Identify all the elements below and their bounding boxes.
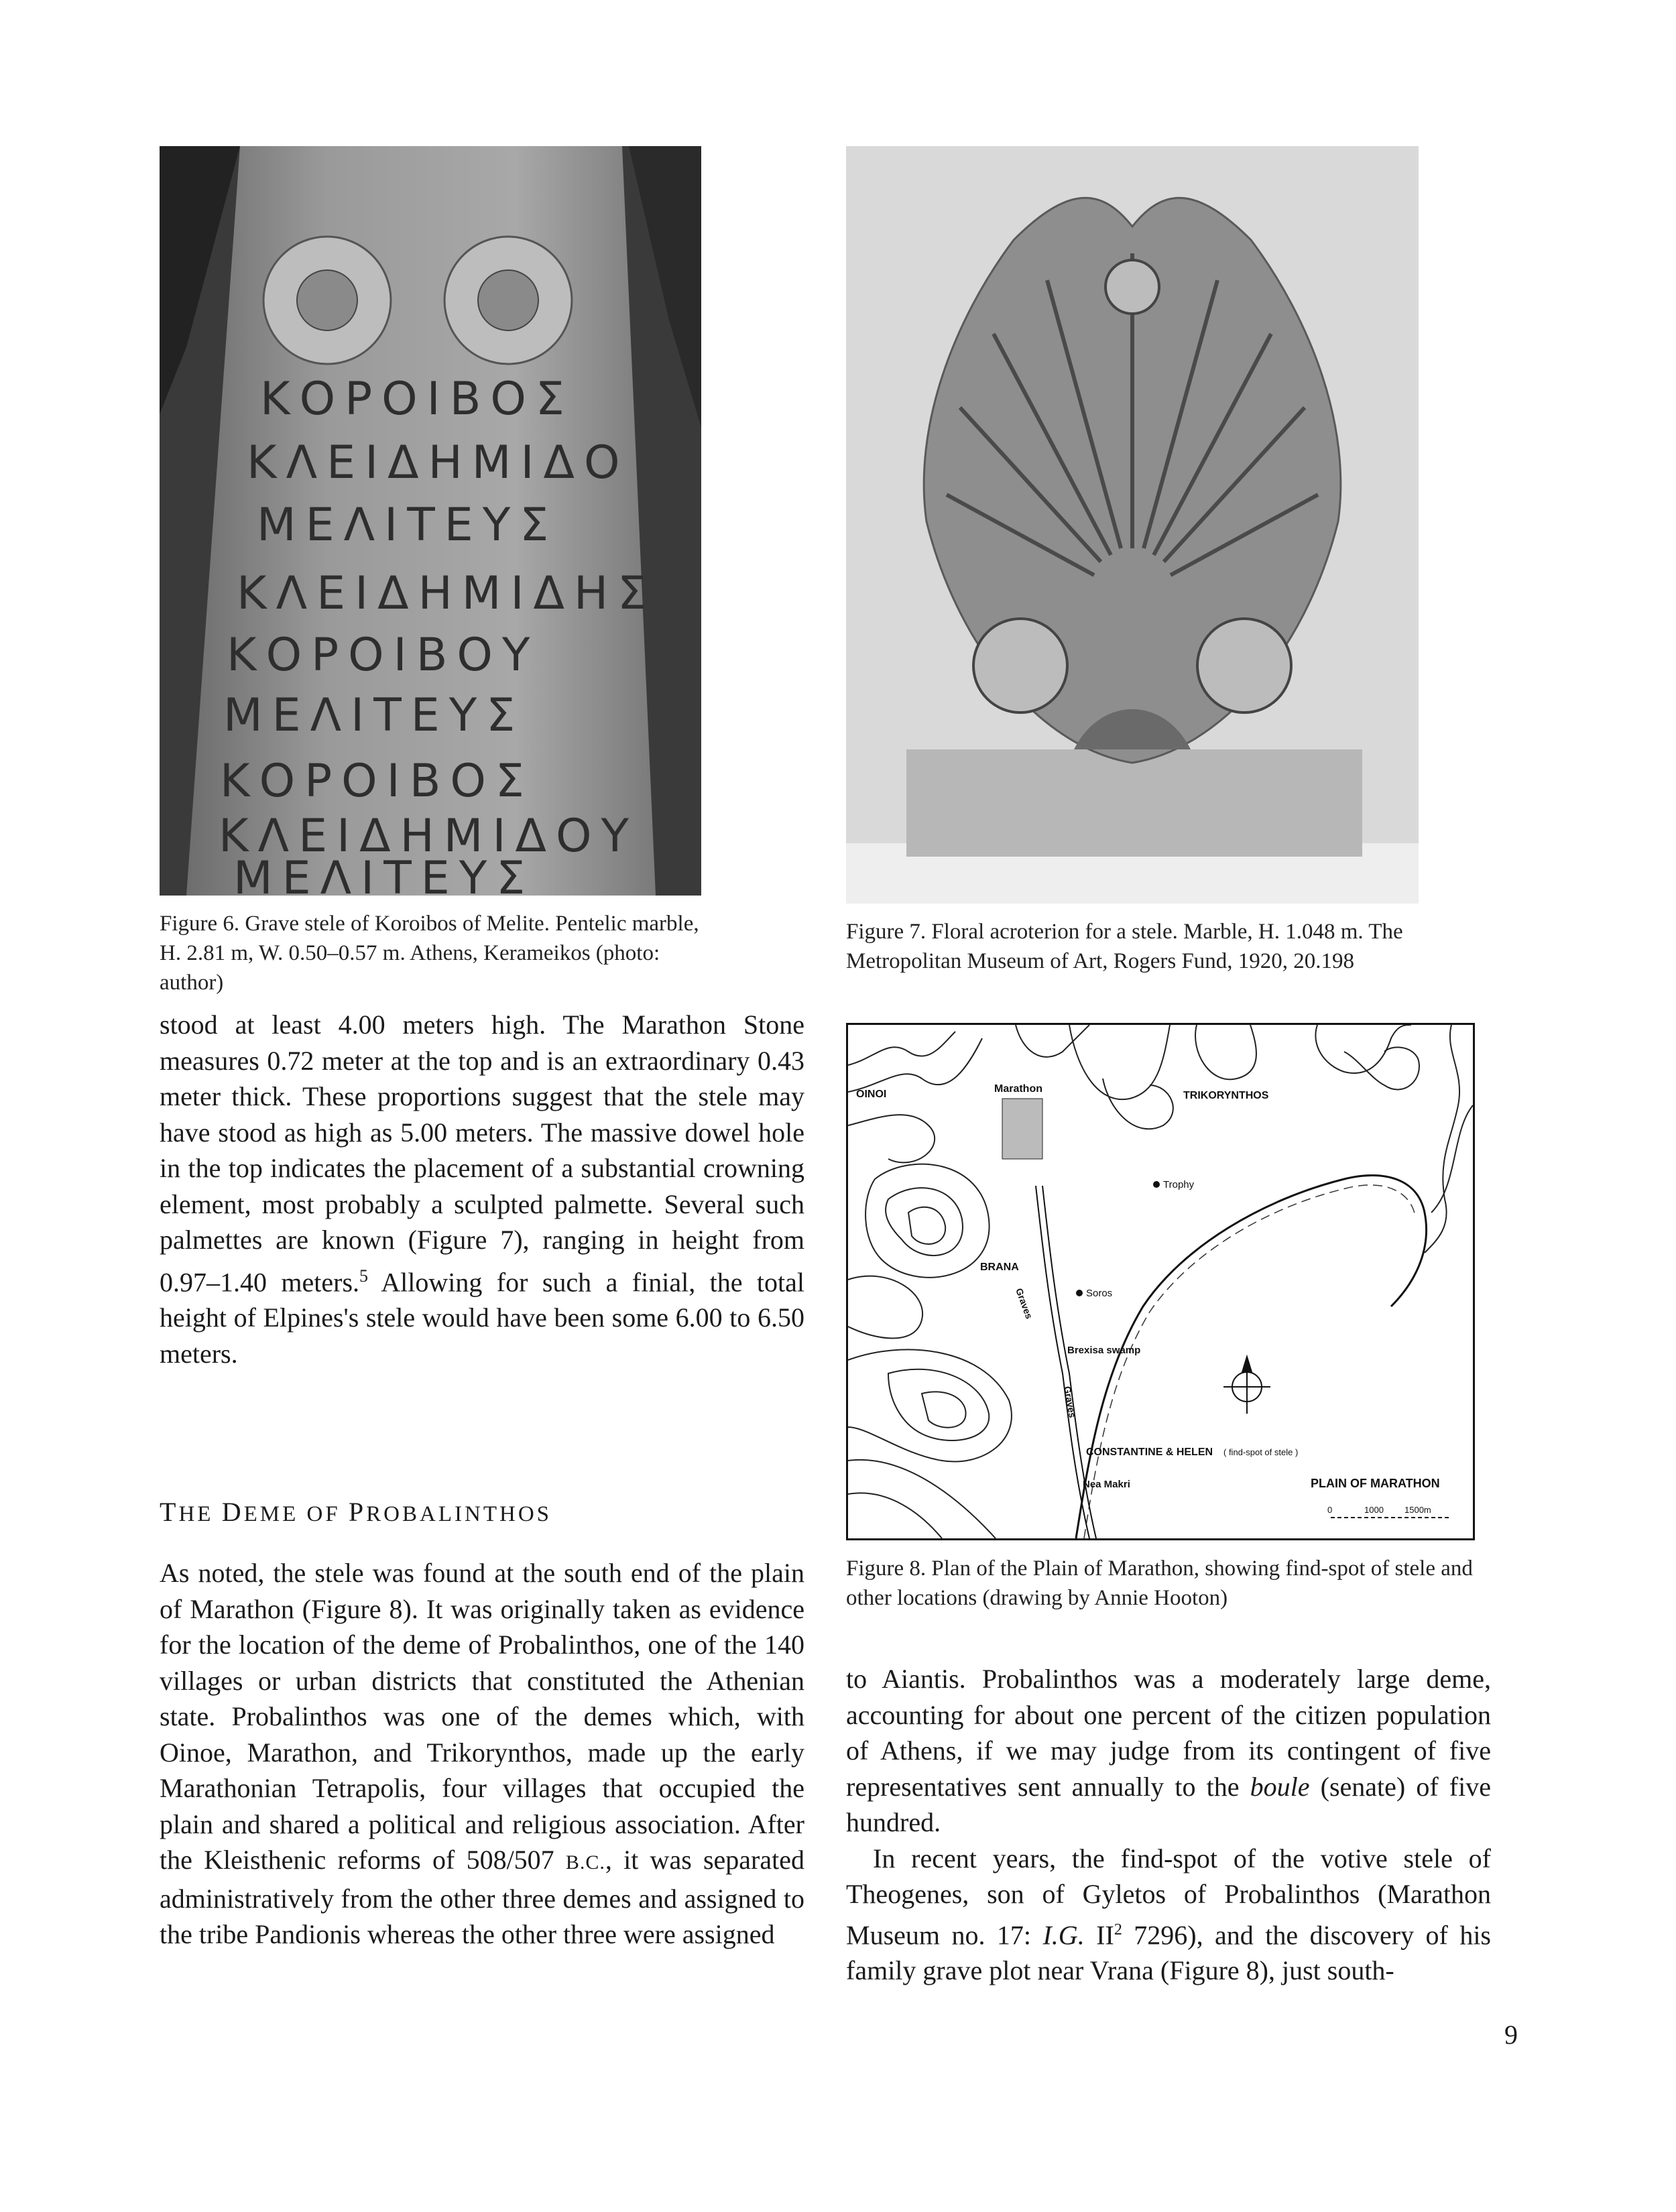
figure-8-map-plain-of-marathon [846, 1023, 1475, 1540]
section-heading: THE DEME OF PROBALINTHOS [160, 1497, 552, 1527]
page-number: 9 [1504, 2020, 1518, 2050]
svg-text:ΚΟΡΟΙΒΟΥ: ΚΟΡΟΙΒΟΥ [227, 629, 540, 682]
map-label-trikorynthos: TRIKORYNTHOS [1183, 1090, 1269, 1101]
svg-text:ΜΕΛΙΤΕΥΣ: ΜΕΛΙΤΕΥΣ [223, 689, 525, 742]
svg-text:ΚΟΡΟΙΒΟΣ: ΚΟΡΟΙΒΟΣ [220, 755, 534, 808]
map-label-oinoi: OINOI [856, 1089, 887, 1100]
svg-text:ΚΛΕΙΔΗΜΙΔΟΥ: ΚΛΕΙΔΗΜΙΔΟΥ [219, 810, 639, 863]
map-label-brexisa-swamp: Brexisa swamp [1067, 1345, 1141, 1356]
map-label-plain-of-marathon: PLAIN OF MARATHON [1311, 1477, 1440, 1490]
map-label-find-spot: ( find-spot of stele ) [1223, 1447, 1299, 1457]
figure-7-acroterion-photo [846, 146, 1419, 904]
map-label-graves-south: Graves [1062, 1385, 1079, 1419]
svg-text:ΚΛΕΙΔΗΜΙΔΗΣ: ΚΛΕΙΔΗΜΙΔΗΣ [237, 567, 656, 620]
map-scale-1000: 1000 [1364, 1505, 1384, 1515]
svg-text:ΜΕΛΙΤΕΥΣ: ΜΕΛΙΤΕΥΣ [233, 852, 535, 896]
map-label-brana: BRANA [980, 1262, 1019, 1273]
bc-abbreviation: B.C. [565, 1851, 605, 1873]
paragraph-text-end: Allowing for such a finial, the total height of Elpines's stele would have been some 6.00 to 6.50 meters. [160, 1266, 804, 1369]
map-label-soros: Soros [1086, 1288, 1113, 1299]
map-label-marathon: Marathon [994, 1083, 1042, 1095]
map-label-nea-makri: Nea Makri [1083, 1479, 1130, 1490]
map-scale-0: 0 [1327, 1505, 1333, 1515]
figure-8-caption: Figure 8. Plan of the Plain of Marathon, showing find-spot of stele and other locations (drawing by Annie Hooton) [846, 1556, 1473, 1610]
boule-term: boule [1250, 1771, 1310, 1802]
ig-abbreviation: I.G. [1042, 1919, 1085, 1950]
svg-text:ΚΟΡΟΙΒΟΣ: ΚΟΡΟΙΒΟΣ [260, 373, 574, 426]
body-text-column-2-bottom: to Aiantis. Probalinthos was a moderately large deme, accounting for about one percent of the citizen population of Athens, if we may judge from its contingent of five representatives sent annually to the boule (senate) of five hundred. In recent years, the find-spot of the votive stele of Theogenes, son of Gyletos of Probalinthos (Marathon Museum no. 17: I.G. $II^2$ 7296), and the discovery of his family grave plot near Vrana (Figure 8), just south- [846, 1664, 1491, 1986]
figure-6-stele-photo [160, 146, 701, 896]
paragraph-text: stood at least 4.00 meters high. The Marathon Stone measures 0.72 meter at the top and is an extraordinary 0.43 meter thick. These proportions suggest that the stele may have stood as high as 5.00 meters. The massive dowel hole in the top indicates the placement of a substantial crowning element, most probably a sculpted palmette. Several such palmettes are known (Figure 7), ranging in height from 0.97–1.40 meters. [160, 1009, 804, 1297]
map-scale-1500: 1500m [1404, 1505, 1431, 1515]
figure-7-caption: Figure 7. Floral acroterion for a stele. Marble, H. 1.048 m. The Metropolitan Museum of Art, Rogers Fund, 1920, 20.198 [846, 920, 1403, 973]
body-text-column-1-top [160, 1007, 804, 1371]
map-label-graves: Graves [1014, 1286, 1035, 1320]
figure-6-caption: Figure 6. Grave stele of Koroibos of Melite. Pentelic marble, H. 2.81 m, W. 0.50–0.57 m. Athens, Kerameikos (photo: author) [160, 912, 699, 995]
body-text-column-1-bottom: As noted, the stele was found at the south end of the plain of Marathon (Figure 8). It was originally taken as evidence for the location of the deme of Probalinthos, one of the 140 villages or urban districts that constituted the Athenian state. Probalinthos was one of the demes which, with Oinoe, Marathon, and Trikorynthos, made up the early Marathonian Tetrapolis, four villages that occupied the plain and shared a political and religious association. After the Kleisthenic reforms of 508/507 B.C., it was separated administratively from the other three demes and assigned to the tribe Pandionis whereas the other three were assigned [160, 1558, 804, 1949]
map-label-constantine-helen: CONSTANTINE & HELEN [1086, 1447, 1213, 1458]
map-label-trophy: Trophy [1163, 1179, 1195, 1190]
svg-text:ΚΛΕΙΔΗΜΙΔΟ: ΚΛΕΙΔΗΜΙΔΟ [247, 436, 630, 489]
svg-text:ΜΕΛΙΤΕΥΣ: ΜΕΛΙΤΕΥΣ [257, 499, 558, 552]
footnote-reference: 5 [359, 1266, 369, 1286]
